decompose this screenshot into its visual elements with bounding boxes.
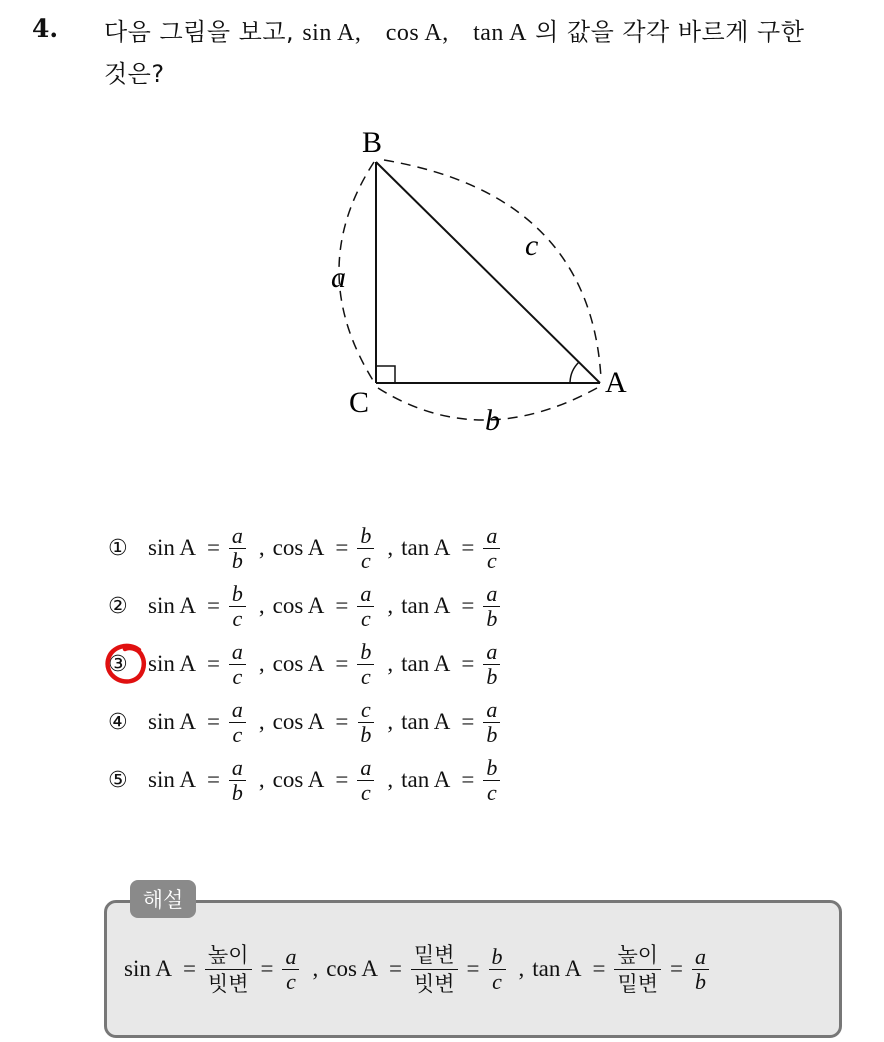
question-text-after: 의 값을 각각 바르게 구한 [526, 18, 805, 46]
sin-label: sin A [148, 651, 196, 676]
equals-sign: = [461, 767, 475, 792]
numerator: a [357, 756, 374, 781]
numerator: a [483, 640, 500, 665]
denominator: b [231, 779, 243, 805]
equals-sign: = [335, 535, 349, 560]
equals-sign: = [335, 651, 349, 676]
sin-label: sin A [148, 535, 196, 560]
choice-1[interactable] [108, 520, 503, 576]
tan-label: tan A [401, 709, 451, 734]
word-denominator: 빗변 [207, 971, 249, 996]
equals-sign: = [388, 956, 402, 981]
denominator: c [232, 605, 243, 631]
equals-sign: = [206, 651, 220, 676]
sin-word-fraction [205, 941, 252, 998]
cos-label: cos A [326, 956, 378, 981]
numerator: a [357, 582, 374, 607]
vertex-b-label: B [362, 126, 383, 159]
tan-label: tan A [401, 767, 451, 792]
sin-fraction [282, 945, 299, 994]
equals-sign: = [260, 956, 274, 981]
denominator: c [486, 547, 497, 573]
equals-sign: = [182, 956, 196, 981]
equals-sign: = [206, 709, 220, 734]
equals-sign: = [335, 709, 349, 734]
word-denominator: 밑변 [617, 971, 659, 996]
sin-fraction [229, 756, 246, 805]
numerator: b [483, 756, 500, 781]
equals-sign: = [461, 651, 475, 676]
circle-stroke [108, 646, 144, 682]
numerator: a [229, 524, 246, 549]
vertex-c-label: C [349, 386, 370, 419]
cos-word-fraction [411, 941, 458, 998]
word-denominator: 빗변 [413, 971, 455, 996]
denominator: c [361, 663, 371, 689]
numerator: a [229, 640, 246, 665]
equals-sign: = [206, 767, 220, 792]
numerator: a [483, 524, 500, 549]
cos-fraction [357, 582, 374, 631]
denominator: b [486, 721, 498, 747]
choice-number: ③ [108, 651, 128, 677]
comma: , [258, 651, 265, 676]
cos-label: cos A [272, 593, 325, 618]
cos-label: cos A [272, 709, 325, 734]
numerator: a [229, 756, 246, 781]
tan-label: tan A [401, 651, 451, 676]
comma: , [387, 593, 394, 618]
word-numerator: 높이 [205, 941, 252, 970]
tan-fraction [483, 756, 500, 805]
comma: , [518, 956, 525, 981]
numerator: b [229, 582, 246, 607]
equals-sign: = [335, 593, 349, 618]
right-angle-mark [376, 366, 395, 383]
denominator: b [360, 721, 372, 747]
comma: , [387, 651, 394, 676]
denominator: c [361, 605, 371, 631]
equals-sign: = [461, 535, 475, 560]
comma: , [258, 535, 265, 560]
cos-label: cos A [272, 767, 325, 792]
equals-sign: = [670, 956, 684, 981]
side-a-label: a [331, 261, 346, 294]
choice-number: ④ [108, 709, 128, 735]
numerator: a [692, 945, 709, 970]
numerator: a [229, 698, 246, 723]
question-text-before: 다음 그림을 보고, [104, 18, 303, 46]
sin-fraction [229, 640, 246, 689]
denominator: b [486, 663, 498, 689]
choice-number: ② [108, 593, 128, 619]
sin-label: sin A [148, 709, 196, 734]
question-text-line2: 것은? [104, 60, 165, 88]
word-numerator: 높이 [614, 941, 661, 970]
equals-sign: = [466, 956, 480, 981]
sin-label: sin A [124, 956, 172, 981]
tan-label: tan A [401, 535, 451, 560]
equals-sign: = [592, 956, 606, 981]
cos-fraction [489, 945, 506, 994]
equals-sign: = [461, 593, 475, 618]
tan-word-fraction [614, 941, 661, 998]
tan-label: tan A [401, 593, 451, 618]
answer-circle-mark [103, 640, 151, 688]
solution-tag: 해설 [130, 880, 196, 918]
numerator: a [483, 698, 500, 723]
arc-c [384, 160, 601, 378]
comma: , [387, 767, 394, 792]
side-ba [376, 162, 600, 383]
denominator: c [492, 968, 502, 994]
denominator: c [361, 547, 371, 573]
solution-formula [124, 934, 712, 1004]
sin-fraction [229, 582, 246, 631]
sin-fraction [229, 698, 246, 747]
denominator: c [232, 663, 243, 689]
denominator: c [286, 968, 296, 994]
sin-label: sin A [148, 593, 196, 618]
angle-a-arc [570, 362, 579, 383]
numerator: b [357, 640, 374, 665]
choice-number: ① [108, 535, 128, 561]
comma: , [312, 956, 319, 981]
side-c-label: c [525, 229, 539, 262]
tan-fraction [483, 582, 500, 631]
sin-label: sin A [148, 767, 196, 792]
choice-2[interactable] [108, 578, 503, 634]
equals-sign: = [335, 767, 349, 792]
choice-4[interactable] [108, 694, 503, 750]
cos-fraction [357, 524, 374, 573]
denominator: c [232, 721, 243, 747]
comma: , [387, 535, 394, 560]
choice-3[interactable] [108, 636, 503, 692]
denominator: c [486, 779, 497, 805]
comma: , [258, 593, 265, 618]
denominator: b [486, 605, 498, 631]
tan-fraction [483, 698, 500, 747]
sin-fraction [229, 524, 246, 573]
denominator: b [695, 968, 707, 994]
tan-fraction [483, 640, 500, 689]
tan-fraction [483, 524, 500, 573]
vertex-a-label: A [605, 366, 627, 399]
tan-fraction [692, 945, 709, 994]
denominator: b [231, 547, 243, 573]
denominator: c [361, 779, 371, 805]
equals-sign: = [206, 535, 220, 560]
numerator: c [358, 698, 374, 723]
question-expr-sin: sin A, [302, 20, 362, 46]
tan-label: tan A [532, 956, 582, 981]
equals-sign: = [461, 709, 475, 734]
question-number: 4. [32, 14, 59, 43]
question-expr-tan: tan A [473, 20, 527, 46]
comma: , [258, 709, 265, 734]
cos-fraction [357, 640, 374, 689]
side-b-label: b [485, 404, 500, 437]
cos-label: cos A [272, 535, 325, 560]
numerator: a [483, 582, 500, 607]
triangle-figure [0, 0, 884, 470]
cos-fraction [357, 698, 374, 747]
numerator: b [489, 945, 506, 970]
numerator: b [357, 524, 374, 549]
comma: , [387, 709, 394, 734]
numerator: a [282, 945, 299, 970]
question-expr-cos: cos A, [385, 20, 449, 46]
choice-5[interactable] [108, 752, 503, 808]
word-numerator: 밑변 [411, 941, 458, 970]
equals-sign: = [206, 593, 220, 618]
choice-number: ⑤ [108, 767, 128, 793]
cos-fraction [357, 756, 374, 805]
comma: , [258, 767, 265, 792]
cos-label: cos A [272, 651, 325, 676]
